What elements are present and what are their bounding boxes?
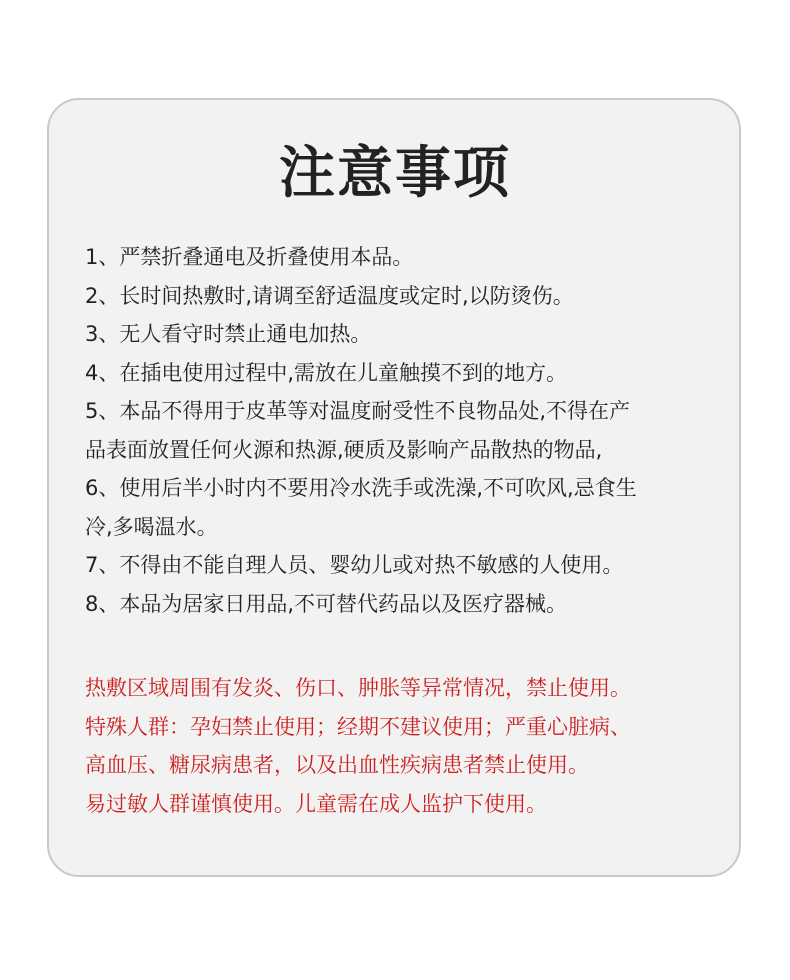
note-line: 8、本品为居家日用品,不可替代药品以及医疗器械。 — [85, 591, 568, 616]
note-line: 2、长时间热敷时,请调至舒适温度或定时,以防烫伤。 — [85, 283, 574, 308]
note-line: 冷,多喝温水。 — [85, 514, 218, 539]
warning-line: 高血压、糖尿病患者，以及出血性疾病患者禁止使用。 — [85, 753, 589, 777]
warnings-block — [85, 669, 745, 823]
warning-line: 热敷区域周围有发炎、伤口、肿胀等异常情况，禁止使用。 — [85, 676, 631, 700]
note-line: 5、本品不得用于皮革等对温度耐受性不良物品处,不得在产 — [85, 399, 631, 423]
warning-line: 易过敏人群谨慎使用。儿童需在成人监护下使用。 — [85, 791, 547, 816]
note-line: 品表面放置任何火源和热源,硬质及影响产品散热的物品, — [85, 437, 603, 462]
notes-list — [85, 238, 745, 623]
note-line: 1、严禁折叠通电及折叠使用本品。 — [85, 245, 414, 269]
note-line: 7、不得由不能自理人员、婴幼儿或对热不敏感的人使用。 — [85, 553, 624, 577]
page-title: 注意事项 — [279, 141, 511, 206]
note-line: 3、无人看守时禁止通电加热。 — [85, 322, 372, 346]
warning-line: 特殊人群：孕妇禁止使用；经期不建议使用；严重心脏病、 — [85, 714, 631, 739]
note-line: 4、在插电使用过程中,需放在儿童触摸不到的地方。 — [85, 360, 568, 385]
note-line: 6、使用后半小时内不要用冷水洗手或洗澡,不可吹风,忌食生 — [85, 476, 637, 500]
